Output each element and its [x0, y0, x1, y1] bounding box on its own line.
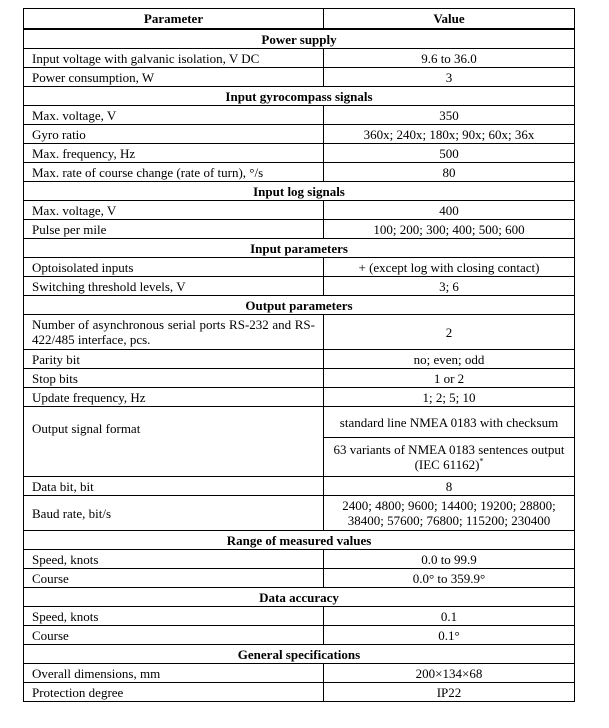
section-title-input-gyrocompass-signals: Input gyrocompass signals [24, 87, 575, 106]
table-row [24, 49, 575, 68]
section-title-power-supply: Power supply [24, 29, 575, 49]
table-row [24, 477, 575, 496]
value-cell: 8 [324, 477, 575, 496]
section-title-general-specifications: General specifications [24, 645, 575, 664]
parameter-cell: Switching threshold levels, V [24, 277, 324, 296]
section-header-row [24, 29, 575, 49]
section-title-data-accuracy: Data accuracy [24, 588, 575, 607]
footnote-mark: * [479, 456, 484, 466]
table-row [24, 607, 575, 626]
table-row [24, 550, 575, 569]
value-cell: 3 [324, 68, 575, 87]
section-title-input-parameters: Input parameters [24, 239, 575, 258]
section-header-row [24, 645, 575, 664]
parameter-cell: Parity bit [24, 350, 324, 369]
parameter-cell: Number of asynchronous serial ports RS-232 and RS-422/485 interface, pcs. [24, 315, 324, 350]
table-row [24, 163, 575, 182]
table-row [24, 106, 575, 125]
parameter-cell: Pulse per mile [24, 220, 324, 239]
parameter-cell: Gyro ratio [24, 125, 324, 144]
parameter-cell: Speed, knots [24, 550, 324, 569]
table-row [24, 125, 575, 144]
table-row [24, 407, 575, 438]
parameter-cell: Course [24, 626, 324, 645]
table-row [24, 258, 575, 277]
table-row [24, 350, 575, 369]
section-title-output-parameters: Output parameters [24, 296, 575, 315]
table-header-row [24, 9, 575, 30]
parameter-cell: Optoisolated inputs [24, 258, 324, 277]
value-cell: 80 [324, 163, 575, 182]
table-row [24, 664, 575, 683]
value-cell [324, 438, 575, 477]
value-cell: 360x; 240x; 180x; 90x; 60x; 36x [324, 125, 575, 144]
section-header-row [24, 239, 575, 258]
parameter-cell: Baud rate, bit/s [24, 496, 324, 531]
section-title-range-of-measured-values: Range of measured values [24, 531, 575, 550]
section-header-row [24, 531, 575, 550]
table-row [24, 144, 575, 163]
value-cell: 0.0 to 99.9 [324, 550, 575, 569]
table-row [24, 388, 575, 407]
value-cell: 9.6 to 36.0 [324, 49, 575, 68]
value-cell: IP22 [324, 683, 575, 702]
parameter-cell: Data bit, bit [24, 477, 324, 496]
parameter-cell: Power consumption, W [24, 68, 324, 87]
parameter-cell: Max. voltage, V [24, 201, 324, 220]
section-header-row [24, 87, 575, 106]
table-row [24, 220, 575, 239]
value-cell: 0.0° to 359.9° [324, 569, 575, 588]
value-cell: 3; 6 [324, 277, 575, 296]
table-row [24, 683, 575, 702]
parameter-cell: Input voltage with galvanic isolation, V DC [24, 49, 324, 68]
section-header-row [24, 182, 575, 201]
value-cell: 1 or 2 [324, 369, 575, 388]
parameter-cell: Course [24, 569, 324, 588]
parameter-cell: Output signal format [24, 407, 324, 477]
section-header-row [24, 588, 575, 607]
value-cell: standard line NMEA 0183 with checksum [324, 407, 575, 438]
value-cell: no; even; odd [324, 350, 575, 369]
value-cell: 350 [324, 106, 575, 125]
section-title-input-log-signals: Input log signals [24, 182, 575, 201]
column-header-parameter: Parameter [24, 9, 324, 30]
value-cell: 2 [324, 315, 575, 350]
specifications-table [23, 8, 575, 702]
parameter-cell: Speed, knots [24, 607, 324, 626]
parameter-cell: Max. frequency, Hz [24, 144, 324, 163]
value-text: 63 variants of NMEA 0183 sentences output (IEC 61162) [333, 442, 565, 472]
value-cell: 200×134×68 [324, 664, 575, 683]
value-cell: 500 [324, 144, 575, 163]
table-row [24, 496, 575, 531]
column-header-value: Value [324, 9, 575, 30]
value-cell: 2400; 4800; 9600; 14400; 19200; 28800; 38400; 57600; 76800; 115200; 230400 [324, 496, 575, 531]
value-cell: 0.1° [324, 626, 575, 645]
parameter-cell: Max. voltage, V [24, 106, 324, 125]
table-row [24, 569, 575, 588]
table-row [24, 626, 575, 645]
value-cell: 400 [324, 201, 575, 220]
parameter-cell: Update frequency, Hz [24, 388, 324, 407]
parameter-cell: Max. rate of course change (rate of turn), °/s [24, 163, 324, 182]
table-row [24, 369, 575, 388]
table-row [24, 68, 575, 87]
table-row [24, 315, 575, 350]
parameter-cell: Protection degree [24, 683, 324, 702]
table-row [24, 201, 575, 220]
section-header-row [24, 296, 575, 315]
value-cell: 0.1 [324, 607, 575, 626]
table-row [24, 277, 575, 296]
value-cell: 100; 200; 300; 400; 500; 600 [324, 220, 575, 239]
value-cell: 1; 2; 5; 10 [324, 388, 575, 407]
value-cell: + (except log with closing contact) [324, 258, 575, 277]
parameter-cell: Stop bits [24, 369, 324, 388]
parameter-cell: Overall dimensions, mm [24, 664, 324, 683]
